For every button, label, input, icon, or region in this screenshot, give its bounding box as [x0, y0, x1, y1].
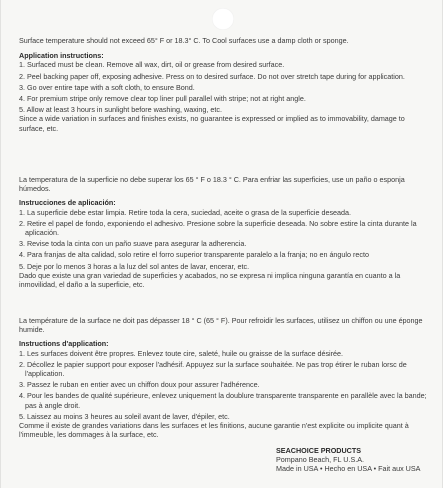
- spanish-intro: La temperatura de la superficie no debe superar los 65 ° F o 18.3 ° C. Para enfriar las superficies, use un paño o esponja húmedos.: [19, 175, 405, 194]
- spanish-step-1: 1. La superficie debe estar limpia. Retire toda la cera, suciedad, aceite o grasa de la superficie deseada.: [19, 207, 352, 217]
- spanish-heading: Instrucciones de aplicación:: [19, 198, 116, 208]
- english-step-1: 1. Surfaced must be clean. Remove all wax, dirt, oil or grease from desired surface.: [19, 60, 285, 70]
- french-step-5: 5. Laissez au moins 3 heures au soleil avant de laver, d'épiler, etc.: [19, 411, 230, 421]
- english-section: [19, 36, 429, 133]
- french-disclaimer: Comme il existe de grandes variations dans les surfaces et les finitions, aucune garantie n'est explicite ou implicite quant à l'immeuble, les dommages à la surface, etc.: [19, 421, 409, 440]
- french-step-2: 2. Décollez le papier support pour exposer l'adhésif. Appuyez sur la surface souhaitée. Ne pas trop étirer le ruban lorsc de l'application.: [19, 359, 407, 379]
- french-step-3: 3. Passez le ruban en entier avec un chiffon doux pour assurer l'adhérence.: [19, 380, 260, 390]
- spanish-section: [19, 175, 429, 289]
- spanish-disclaimer: Dado que existe una gran variedad de superficies y acabados, no se expresa ni implica ninguna garantía en cuanto a la inmovilidad, el daño a la superficie, etc.: [19, 270, 401, 290]
- english-intro: Surface temperature should not exceed 65° F or 18.3° C. To Cool surfaces use a damp cloth or sponge.: [19, 36, 349, 45]
- french-section: [19, 316, 429, 439]
- french-intro: La température de la surface ne doit pas dépasser 18 ° C (65 ° F). Pour refroidir les surfaces, utilisez un chiffon ou une éponge humide.: [19, 316, 423, 335]
- manufacturer-footer: [276, 447, 436, 473]
- english-disclaimer: Since a wide variation in surfaces and finishes exists, no guarantee is expressed or implied as to immovability, damage to surface, etc.: [19, 114, 405, 133]
- spanish-step-2: 2. Retire el papel de fondo, exponiendo el adhesivo. Presione sobre la superficie deseada. No sobre estire la cinta durante la aplicación.: [19, 218, 417, 238]
- hang-hole: [212, 8, 234, 30]
- french-step-1: 1. Les surfaces doivent être propres. Enlevez toute cire, saleté, huile ou graisse de la surface désirée.: [19, 348, 344, 358]
- english-step-4: 4. For premium stripe only remove clear top liner pull parallel with stripe; not at right angle.: [19, 94, 306, 104]
- spanish-step-4: 4. Para franjas de alta calidad, solo retire el forro superior transparente paralelo a la franja; no en ángulo recto: [19, 250, 369, 260]
- spanish-step-3: 3. Revise toda la cinta con un paño suave para asegurar la adherencia.: [19, 239, 247, 249]
- english-step-2: 2. Peel backing paper off, exposing adhesive. Press on to desired surface. Do not over stretch tape during for application.: [19, 71, 405, 81]
- french-heading: Instructions d'application:: [19, 339, 109, 349]
- spanish-step-5: 5. Deje por lo menos 3 horas a la luz del sol antes de lavar, encerar, etc.: [19, 261, 250, 271]
- french-step-4: 4. Pour les bandes de qualité supérieure, enlevez uniquement la doublure transparente transparente en parallèle avec la bande; pas à angle droit.: [19, 391, 427, 410]
- english-heading: Application instructions:: [19, 51, 104, 61]
- english-step-3: 3. Go over entire tape with a soft cloth, to ensure Bond.: [19, 82, 195, 92]
- brand-name: SEACHOICE PRODUCTS: [276, 446, 362, 455]
- made-in-line: Made in USA • Hecho en USA • Fait aux USA: [276, 463, 421, 473]
- brand-location: Pompano Beach, FL U.S.A.: [276, 454, 365, 464]
- english-step-5: 5. Allow at least 3 hours in sunlight before washing, waxing, etc.: [19, 105, 222, 115]
